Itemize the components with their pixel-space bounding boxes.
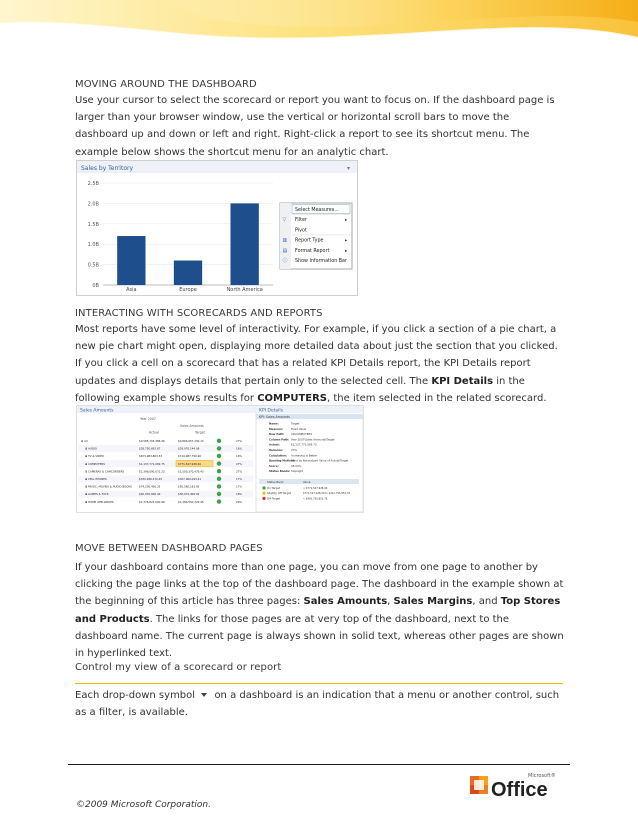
row-name: ⊞ CELL PHONES xyxy=(85,477,107,481)
y-tick-label: 0.5B xyxy=(87,262,99,269)
detail-label: Variance: xyxy=(269,448,284,452)
row-target: $357,060,093.41 xyxy=(178,477,202,481)
scorecard-screenshot xyxy=(76,405,364,513)
chart-title: Sales by Territory xyxy=(81,165,134,172)
detail-value: Increasing is Better xyxy=(291,453,318,458)
band-name: Off Target xyxy=(267,496,281,501)
section-interacting xyxy=(75,308,565,407)
row-percent: 27% xyxy=(236,439,242,443)
y-tick-label: 1.5B xyxy=(87,221,99,228)
format-report-icon: ▤ xyxy=(282,247,288,254)
row-target: $1,389,550,729.95 xyxy=(178,499,204,504)
detail-label: Score: xyxy=(269,463,279,468)
scorecard-row[interactable] xyxy=(85,499,242,503)
report-type-icon: ▥ xyxy=(282,237,288,244)
x-tick-label: Asia xyxy=(126,287,137,293)
row-percent: 16% xyxy=(236,446,242,451)
x-tick-label: North America xyxy=(226,287,263,293)
row-percent: 17% xyxy=(236,484,242,489)
section-moving xyxy=(75,79,565,161)
row-actual: $1,137,771,069.75 xyxy=(139,461,165,466)
row-actual: $1,376,823,600.98 xyxy=(139,499,165,504)
band-name: On Target xyxy=(267,486,280,490)
band-status-icon xyxy=(262,492,265,495)
section-pages xyxy=(75,543,565,662)
status-indicator-icon xyxy=(217,446,221,450)
bar-europe[interactable] xyxy=(174,261,202,285)
row-target: $771,547,928.40 xyxy=(178,461,202,466)
band-value: $771,547,928.40 to $491,795,853.76 xyxy=(303,492,351,496)
gold-divider xyxy=(75,683,563,684)
section-body: Each drop-down symbol on a dashboard is an indication that a menu or another control, such as a filter, is available. xyxy=(75,690,560,719)
info-icon: ⓘ xyxy=(282,258,288,264)
row-percent: 20% xyxy=(236,499,242,504)
detail-value: Band by Normalized Value of Actual/Target xyxy=(291,458,349,463)
y-tick-label: 2.0B xyxy=(87,201,99,208)
row-name: ⊞ GAMES & TOYS xyxy=(85,492,109,497)
scorecard-title: Sales Amounts xyxy=(80,408,114,414)
bar-north-america[interactable] xyxy=(231,203,259,285)
row-target: $9,866,657,230.13 xyxy=(178,439,204,443)
scorecard-group: Sales Amounts xyxy=(180,424,204,428)
detail-label: Banding Method: xyxy=(269,458,295,463)
submenu-arrow-icon: ▸ xyxy=(345,238,348,244)
y-tick-label: 0B xyxy=(92,283,99,289)
row-name: ⊞ MUSIC, MOVIES & AUDIO BOOKS xyxy=(85,484,132,489)
row-target: $30,974,409.92 xyxy=(178,492,200,497)
scorecard-year: Year 2007 xyxy=(140,417,156,421)
status-indicator-icon xyxy=(217,499,221,503)
row-stripe xyxy=(79,445,253,452)
status-indicator-icon xyxy=(217,484,221,488)
status-indicator-icon xyxy=(217,454,221,458)
context-menu-item[interactable]: Pivot xyxy=(295,228,307,234)
section-heading: MOVE BETWEEN DASHBOARD PAGES xyxy=(75,543,263,554)
column-header-target: Target xyxy=(195,430,205,435)
bar-asia[interactable] xyxy=(117,236,145,285)
section-body: If your dashboard contains more than one page, you can move from one page to another by clicking the page links at the top of the dashboard page. The dashboard in the example shown at the beginning of this article has three pages: Sales Amounts, Sales Margins, and Top Stores and Products. The links for those pages are at very top of the dashboard, next to the dashboard name. The current page is always shown in solid text, whereas other pages are shown in hyperlinked text. xyxy=(75,562,564,660)
sales-by-territory-chart xyxy=(77,161,357,295)
row-name: ⊞ COMPUTERS xyxy=(85,461,105,466)
section-body: Most reports have some level of interactivity. For example, if you click a section of a pie chart, a new pie chart might open, displaying more detailed data about just the section that you clicked. If you click a cell on a scorecard that has a related KPI Details report, the KPI Details report updates and displays details that pertain only to the selected cell. The KPI Details in the following example shows results for COMPUTERS, the item selected in the related scorecard. xyxy=(75,324,558,404)
row-name: ⊞ AUDIO xyxy=(85,446,97,451)
kpi-details-title: KPI Details xyxy=(259,408,284,414)
status-indicator-icon xyxy=(217,439,221,443)
detail-value: All\COMPUTERS xyxy=(291,432,313,437)
row-target: $719,987,799.90 xyxy=(178,454,202,459)
row-name: ⊞ CAMERAS & CAMCORDERS xyxy=(85,469,125,474)
logo-brand-text: Microsoft® xyxy=(528,773,556,779)
y-tick-label: 1.0B xyxy=(87,242,99,249)
kpi-details-term: KPI Details xyxy=(431,375,494,387)
detail-label: Actual: xyxy=(269,442,280,447)
section-heading: MOVING AROUND THE DASHBOARD xyxy=(75,79,257,90)
row-target: $1,500,370,478.43 xyxy=(178,469,204,474)
status-indicator-icon xyxy=(217,492,221,496)
scorecard-and-kpi-details xyxy=(77,406,363,512)
detail-value: Stoplight xyxy=(291,469,304,474)
row-percent: 16% xyxy=(236,454,242,459)
footer-divider xyxy=(68,764,570,765)
row-actual: $28,750,692.67 xyxy=(139,446,161,451)
page-link-top-stores: Top Stores and Products xyxy=(75,596,561,625)
logo-office-text: Office xyxy=(491,779,548,800)
office-logo-icon xyxy=(470,776,488,794)
band-name: Slightly Off Target xyxy=(267,491,291,496)
detail-label: Name: xyxy=(269,421,279,426)
context-menu-item[interactable]: Filter xyxy=(295,218,307,224)
header-swoosh-graphic xyxy=(0,0,638,75)
context-menu xyxy=(280,203,352,269)
section-heading: INTERACTING WITH SCORECARDS AND REPORTS xyxy=(75,308,323,319)
band-value: < $491,795,853.76 xyxy=(303,497,328,501)
submenu-arrow-icon: ▸ xyxy=(345,248,348,254)
detail-value: Fixed Value xyxy=(291,426,307,431)
x-tick-label: Europe xyxy=(179,287,197,293)
detail-value: 27% xyxy=(291,448,297,452)
detail-value: 95.00% xyxy=(291,463,302,468)
row-name: ⊞ TV & VIDEO xyxy=(85,454,104,459)
kpi-details-subtitle: KPI: Sales Amounts xyxy=(259,415,290,419)
detail-value: Target xyxy=(291,421,300,426)
context-menu-item[interactable]: Show Information Bar xyxy=(295,259,347,264)
copyright-text: ©2009 Microsoft Corporation. xyxy=(76,800,211,810)
detail-label: Row Path: xyxy=(269,432,285,437)
section-body: Use your cursor to select the scorecard or report you want to focus on. If the dashboard page is larger than your browser window, use the vertical or horizontal scroll bars to move the dashboard up and down or left and right. Right-click a report to see its shortcut menu. The example below shows the shortcut menu for an analytic chart. xyxy=(75,95,555,158)
section-control xyxy=(75,662,565,673)
detail-label: Measure: xyxy=(269,426,284,431)
row-actual: $40,932,006.40 xyxy=(139,492,161,497)
chart-screenshot xyxy=(76,160,358,296)
row-target: $29,076,144.08 xyxy=(178,446,200,451)
context-menu-item[interactable]: Select Measures... xyxy=(295,208,339,213)
dropdown-symbol-icon xyxy=(201,693,207,697)
bands-header-status: Status Band xyxy=(267,480,284,484)
detail-label: Column Path: xyxy=(269,437,290,442)
row-percent: 27% xyxy=(236,469,242,474)
detail-label: Status Bands: xyxy=(269,469,291,474)
filter-icon: ▽ xyxy=(282,217,287,224)
row-actual: $330,936,270.45 xyxy=(139,477,163,481)
column-header-actual: Actual xyxy=(149,430,159,435)
detail-label: Calculation: xyxy=(269,453,287,458)
context-menu-item[interactable]: Format Report xyxy=(295,248,330,254)
office-logo xyxy=(468,770,568,800)
status-indicator-icon xyxy=(217,469,221,473)
page-link-sales-margins: Sales Margins xyxy=(393,596,473,608)
band-status-icon xyxy=(262,497,265,500)
detail-value: $1,137,771,069.73 xyxy=(291,442,317,447)
status-indicator-icon xyxy=(217,461,221,465)
row-actual: $74,236,406.25 xyxy=(139,484,161,489)
scorecard-row[interactable] xyxy=(85,469,242,473)
band-value: > $771,547,928.40 xyxy=(303,487,328,490)
row-name: ⊞ HOME APPLIANCES xyxy=(85,499,114,504)
row-percent: 27% xyxy=(236,461,242,466)
bands-header-value: Value xyxy=(303,480,311,484)
chart-dropdown-icon[interactable]: ▾ xyxy=(347,165,351,172)
row-stripe xyxy=(79,460,253,467)
section-control-body xyxy=(75,687,565,721)
row-target: $50,560,183.95 xyxy=(178,484,200,489)
computers-term: COMPUTERS xyxy=(257,392,327,404)
section-heading: Control my view of a scorecard or report xyxy=(75,662,282,673)
row-actual: $673,983,863.33 xyxy=(139,454,163,459)
status-indicator-icon xyxy=(217,477,221,481)
row-actual: $1,396,090,072.23 xyxy=(139,469,165,474)
detail-value: Year 2007\Sales Amounts\Target xyxy=(291,437,335,442)
row-percent: 18% xyxy=(236,492,242,497)
row-percent: 17% xyxy=(236,477,242,481)
y-tick-label: 2.5B xyxy=(87,181,99,187)
row-actual: $9,585,703,386.96 xyxy=(139,439,165,443)
context-menu-item[interactable]: Report Type xyxy=(295,238,324,244)
row-name: ⊟ All xyxy=(81,439,88,443)
submenu-arrow-icon: ▸ xyxy=(345,218,348,224)
band-status-icon xyxy=(262,486,265,489)
page-link-sales-amounts: Sales Amounts xyxy=(303,596,388,608)
